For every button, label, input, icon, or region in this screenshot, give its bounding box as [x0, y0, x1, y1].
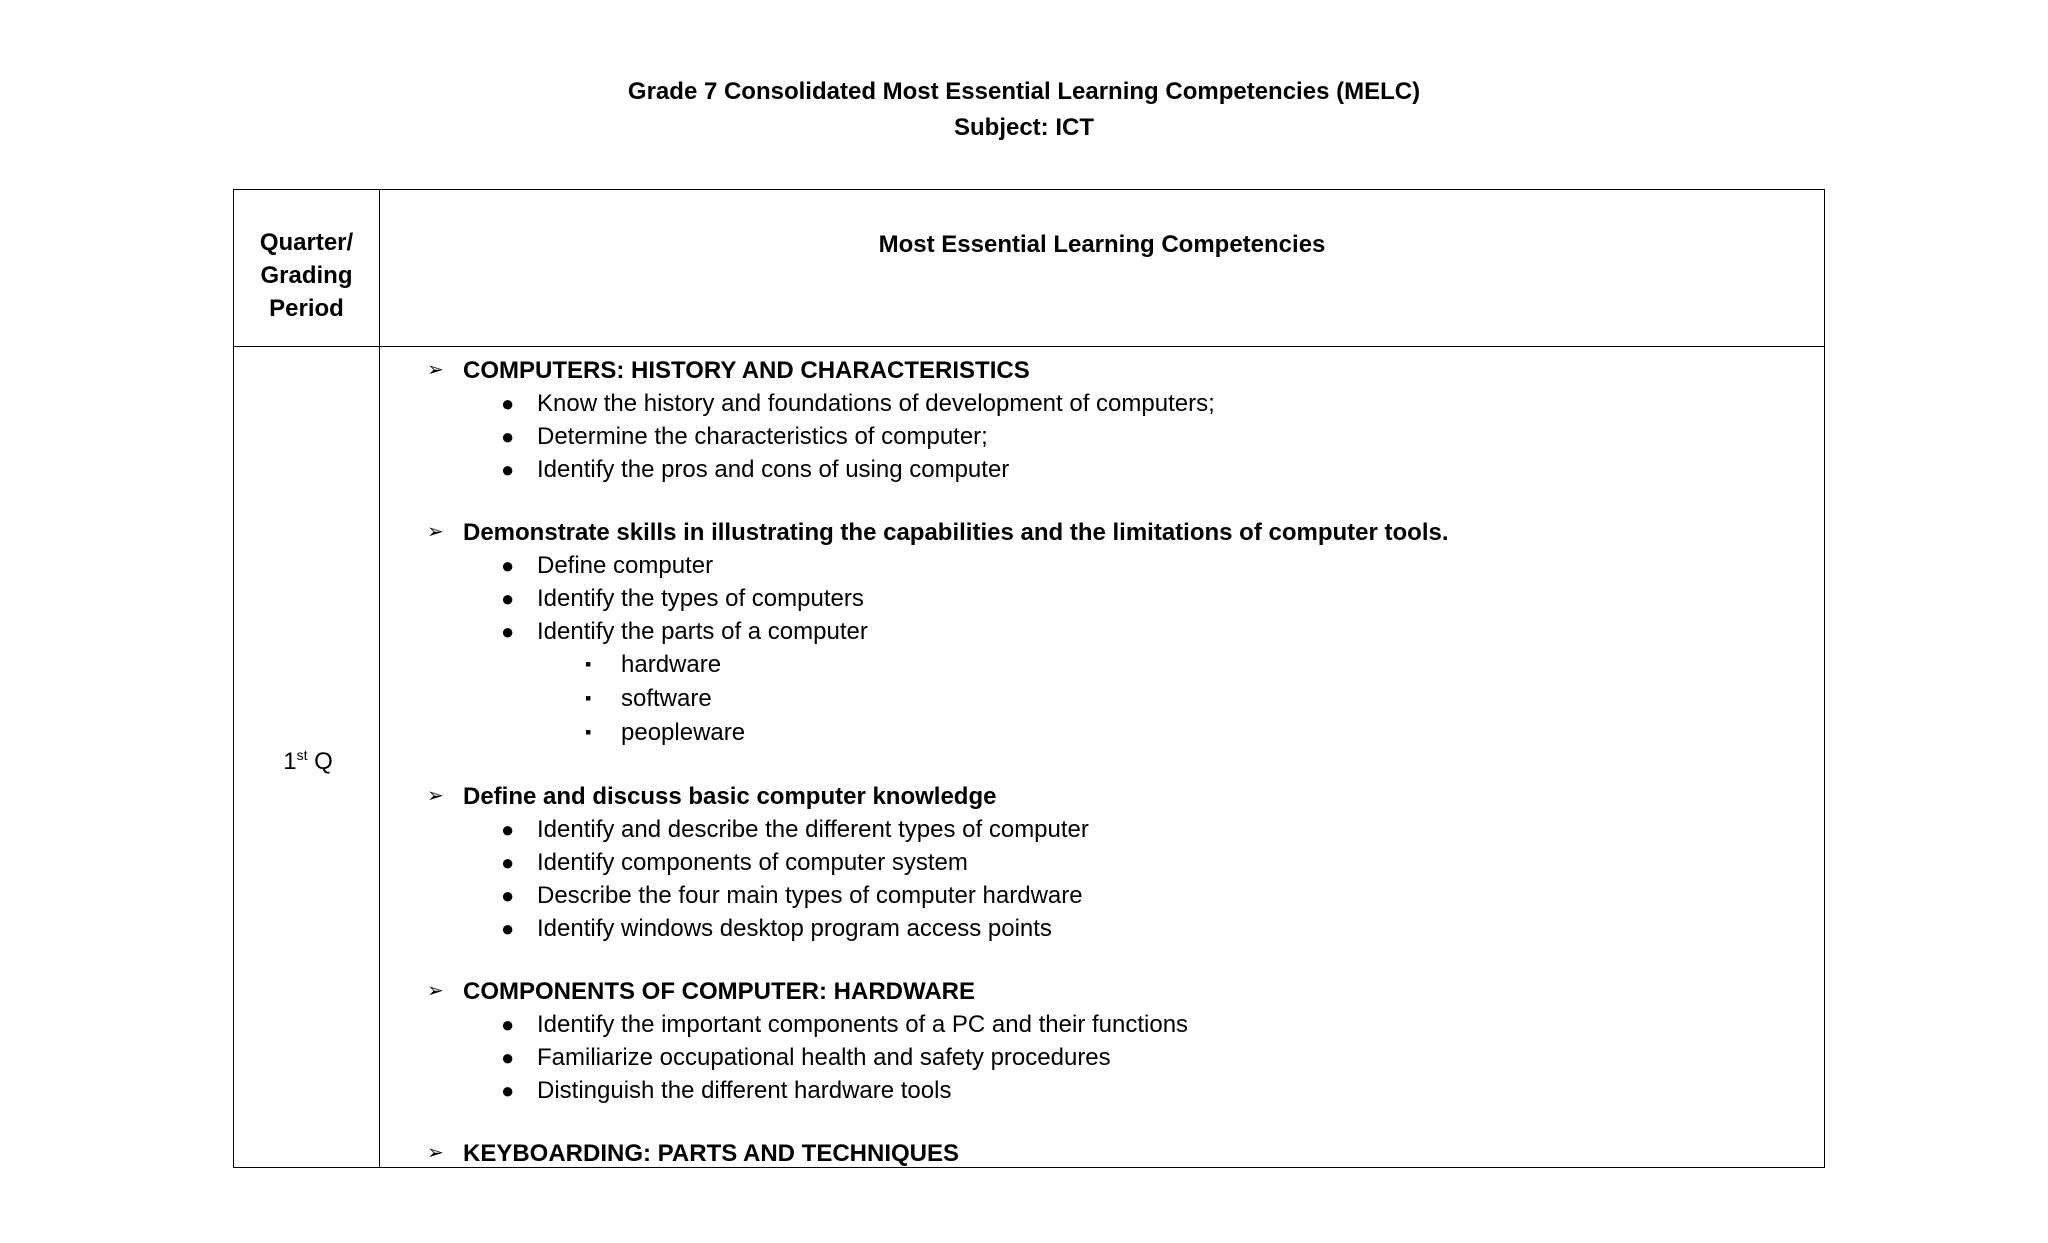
- section-heading: [427, 1137, 1807, 1170]
- competency-item: [427, 453, 1807, 486]
- header-competencies: Most Essential Learning Competencies: [878, 231, 1326, 258]
- document-title: Grade 7 Consolidated Most Essential Learning Competencies (MELC): [627, 78, 1421, 105]
- header-quarter-line: Period: [269, 295, 344, 322]
- competency-item-text: Determine the characteristics of computer;: [537, 423, 988, 450]
- competency-subitem: [427, 682, 1807, 716]
- competency-item-text: Identify the types of computers: [537, 585, 864, 612]
- header-quarter-grading-period: [234, 226, 379, 325]
- arrow-bullet-icon: ➢: [427, 1142, 444, 1164]
- arrow-bullet-icon: ➢: [427, 521, 444, 543]
- bullet-dot-icon: ●: [501, 817, 515, 842]
- competency-list: [427, 354, 1807, 1200]
- competency-item: [427, 912, 1807, 945]
- competency-item: [427, 879, 1807, 912]
- square-bullet-icon: ▪: [585, 688, 592, 708]
- competency-subitem-text: hardware: [621, 651, 722, 678]
- header-quarter-line: Quarter/: [259, 229, 354, 256]
- arrow-bullet-icon: ➢: [427, 359, 444, 381]
- competency-item-text: Define computer: [537, 552, 714, 579]
- competency-item-text: Identify the pros and cons of using computer: [537, 456, 1010, 483]
- arrow-bullet-icon: ➢: [427, 785, 444, 807]
- bullet-dot-icon: ●: [501, 1045, 515, 1070]
- bullet-dot-icon: ●: [501, 916, 515, 941]
- section-heading-text: Define and discuss basic computer knowledge: [463, 783, 997, 810]
- competency-subitem-text: peopleware: [621, 719, 746, 746]
- competency-item-text: Describe the four main types of computer hardware: [537, 882, 1083, 909]
- quarter-cell: [234, 745, 382, 779]
- bullet-dot-icon: ●: [501, 850, 515, 875]
- section-heading-text: KEYBOARDING: PARTS AND TECHNIQUES: [463, 1140, 960, 1167]
- competency-item: [427, 813, 1807, 846]
- competency-section: [427, 975, 1807, 1107]
- quarter-number: 1: [283, 748, 297, 775]
- section-heading: [427, 975, 1807, 1008]
- competency-subitem-text: software: [621, 685, 712, 712]
- competency-item: [427, 1074, 1807, 1107]
- section-heading: [427, 354, 1807, 387]
- column-divider: [379, 190, 380, 1167]
- competency-item: [427, 387, 1807, 420]
- bullet-dot-icon: ●: [501, 457, 515, 482]
- header-quarter-line: Grading: [260, 262, 353, 289]
- competency-item-text: Familiarize occupational health and safety procedures: [537, 1044, 1111, 1071]
- competency-section: [427, 1137, 1807, 1170]
- section-heading: [427, 780, 1807, 813]
- bullet-dot-icon: ●: [501, 1012, 515, 1037]
- document-subtitle: Subject: ICT: [953, 114, 1094, 141]
- bullet-dot-icon: ●: [501, 1078, 515, 1103]
- square-bullet-icon: ▪: [585, 722, 592, 742]
- bullet-dot-icon: ●: [501, 586, 515, 611]
- competency-item-text: Identify and describe the different types of computer: [537, 816, 1089, 843]
- bullet-dot-icon: ●: [501, 553, 515, 578]
- competency-item: [427, 615, 1807, 648]
- section-heading-text: COMPONENTS OF COMPUTER: HARDWARE: [463, 978, 975, 1005]
- competency-section: [427, 354, 1807, 486]
- quarter-ordinal-suffix: st: [296, 747, 308, 763]
- competency-item-text: Identify the parts of a computer: [537, 618, 868, 645]
- competency-subitem: [427, 648, 1807, 682]
- competency-item: [427, 846, 1807, 879]
- competency-item-text: Distinguish the different hardware tools: [537, 1077, 952, 1104]
- competency-section: [427, 516, 1807, 750]
- competency-item: [427, 1041, 1807, 1074]
- melc-table: [233, 189, 1825, 1168]
- competency-item: [427, 1008, 1807, 1041]
- section-heading-text: COMPUTERS: HISTORY AND CHARACTERISTICS: [463, 357, 1030, 384]
- square-bullet-icon: ▪: [585, 654, 592, 674]
- bullet-dot-icon: ●: [501, 883, 515, 908]
- bullet-dot-icon: ●: [501, 391, 515, 416]
- arrow-bullet-icon: ➢: [427, 980, 444, 1002]
- competency-item-text: Identify the important components of a PC and their functions: [537, 1011, 1189, 1038]
- section-heading-text: Demonstrate skills in illustrating the capabilities and the limitations of computer tools.: [463, 519, 1449, 546]
- bullet-dot-icon: ●: [501, 619, 515, 644]
- quarter-letter: Q: [314, 748, 333, 775]
- competency-item: [427, 582, 1807, 615]
- header-row-divider: [234, 346, 1824, 347]
- competency-item: [427, 420, 1807, 453]
- competency-item-text: Identify windows desktop program access points: [537, 915, 1052, 942]
- bullet-dot-icon: ●: [501, 424, 515, 449]
- competency-subitem: [427, 716, 1807, 750]
- competency-section: [427, 780, 1807, 945]
- section-heading: [427, 516, 1807, 549]
- competency-item-text: Identify components of computer system: [537, 849, 968, 876]
- competency-item: [427, 549, 1807, 582]
- competency-item-text: Know the history and foundations of development of computers;: [537, 390, 1215, 417]
